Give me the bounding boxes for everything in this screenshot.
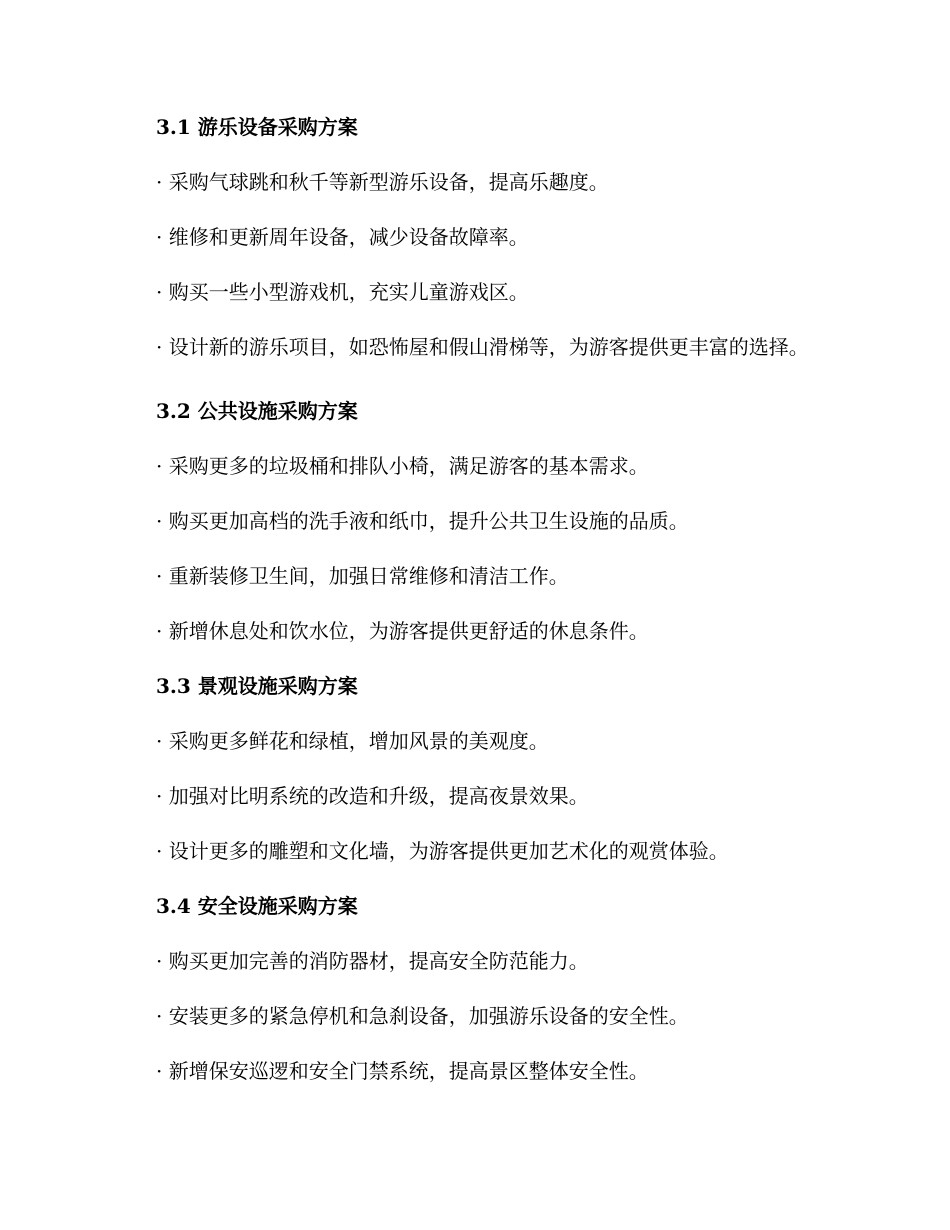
- section-heading: 3.2 公共设施采购方案: [156, 399, 358, 423]
- list-item: · 设计更多的雕塑和文化墙，为游客提供更加艺术化的观赏体验。: [156, 839, 729, 863]
- document-content: [113, 100, 833, 1099]
- section-3-4: [113, 879, 833, 1099]
- list-item: · 维修和更新周年设备，减少设备故障率。: [156, 225, 529, 249]
- list-item: · 新增休息处和饮水位，为游客提供更舒适的休息条件。: [156, 619, 649, 643]
- list-item: · 购买更加高档的洗手液和纸巾，提升公共卫生设施的品质。: [156, 509, 689, 533]
- list-item: · 采购更多鲜花和绿植，增加风景的美观度。: [156, 729, 549, 753]
- section-heading: 3.1 游乐设备采购方案: [156, 115, 358, 139]
- list-item: · 购买一些小型游戏机，充实儿童游戏区。: [156, 280, 529, 304]
- list-item: · 重新装修卫生间，加强日常维修和清洁工作。: [156, 564, 569, 588]
- section-heading: 3.4 安全设施采购方案: [156, 894, 358, 918]
- list-item: · 加强对比明系统的改造和升级，提高夜景效果。: [156, 784, 589, 808]
- list-item: · 采购气球跳和秋千等新型游乐设备，提高乐趣度。: [156, 170, 609, 194]
- list-item: · 购买更加完善的消防器材，提高安全防范能力。: [156, 949, 589, 973]
- section-3-1: [113, 100, 833, 384]
- section-3-3: [113, 659, 833, 879]
- section-heading: 3.3 景观设施采购方案: [156, 674, 358, 698]
- list-item: · 采购更多的垃圾桶和排队小椅，满足游客的基本需求。: [156, 454, 649, 478]
- list-item: · 设计新的游乐项目，如恐怖屋和假山滑梯等，为游客提供更丰富的选择。: [156, 335, 809, 359]
- list-item: · 安装更多的紧急停机和急刹设备，加强游乐设备的安全性。: [156, 1004, 689, 1028]
- section-3-2: [113, 384, 833, 659]
- list-item: · 新增保安巡逻和安全门禁系统，提高景区整体安全性。: [156, 1059, 649, 1083]
